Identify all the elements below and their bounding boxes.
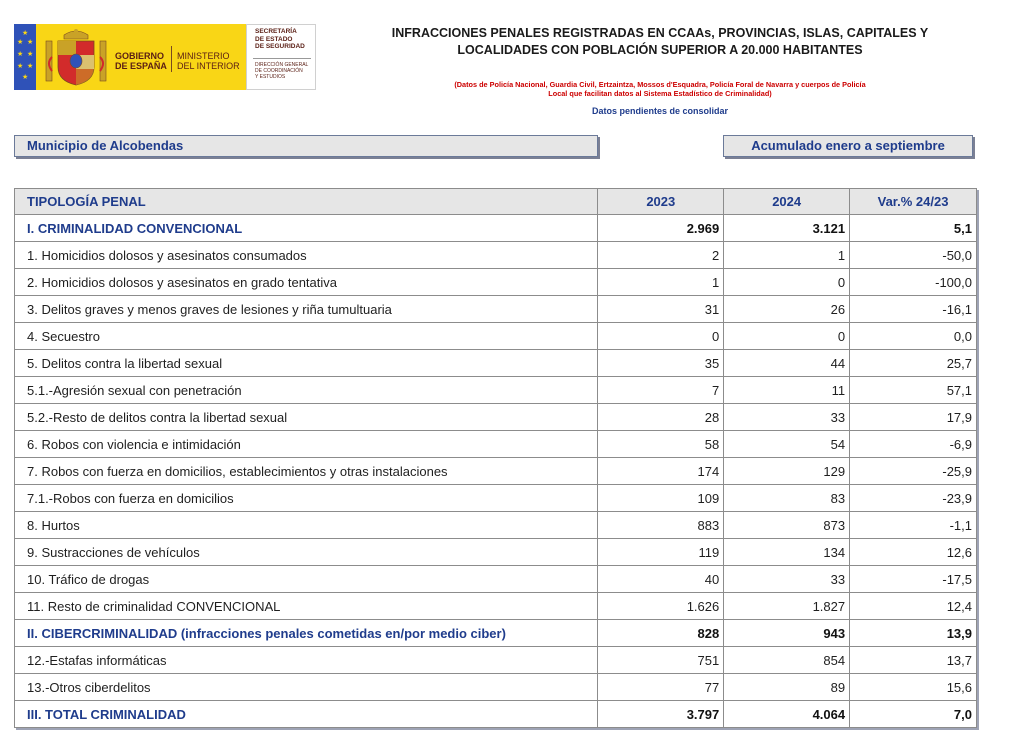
pending-note: Datos pendientes de consolidar [591, 106, 729, 116]
row-value-2023: 0 [598, 323, 724, 350]
table-row [15, 269, 977, 296]
table-row [15, 593, 977, 620]
report-title: INFRACCIONES PENALES REGISTRADAS EN CCAAs, PROVINCIAS, ISLAS, CAPITALES Y LOCALIDADES CON POBLACIÓN SUPERIOR A 20.000 HABITANTES [391, 26, 929, 57]
row-value-2023: 1 [598, 269, 724, 296]
row-value-2023: 828 [598, 620, 724, 647]
period-label: Acumulado enero a septiembre [723, 135, 973, 157]
table-row [15, 242, 977, 269]
row-variation: -17,5 [850, 566, 977, 593]
row-label: 7. Robos con fuerza en domicilios, establecimientos y otras instalaciones [15, 458, 598, 485]
table-row [15, 431, 977, 458]
row-label: 13.-Otros ciberdelitos [15, 674, 598, 701]
row-value-2024: 943 [724, 620, 850, 647]
row-variation: -16,1 [850, 296, 977, 323]
row-label: 3. Delitos graves y menos graves de lesiones y riña tumultuaria [15, 296, 598, 323]
table-row [15, 215, 977, 242]
table-row [15, 674, 977, 701]
eu-stars-icon: ★ ★ ★ ★ ★ ★ ★ ★ [14, 24, 36, 90]
municipality-label: Municipio de Alcobendas [14, 135, 598, 157]
table-row [15, 566, 977, 593]
row-value-2024: 26 [724, 296, 850, 323]
row-variation: -50,0 [850, 242, 977, 269]
row-value-2023: 119 [598, 539, 724, 566]
row-value-2024: 134 [724, 539, 850, 566]
table-row [15, 701, 977, 728]
row-label: 7.1.-Robos con fuerza en domicilios [15, 485, 598, 512]
row-variation: -100,0 [850, 269, 977, 296]
header-tipologia: TIPOLOGÍA PENAL [15, 189, 598, 215]
row-label: 5.2.-Resto de delitos contra la libertad sexual [15, 404, 598, 431]
row-variation: -6,9 [850, 431, 977, 458]
row-value-2023: 174 [598, 458, 724, 485]
row-value-2024: 83 [724, 485, 850, 512]
row-variation: 15,6 [850, 674, 977, 701]
row-value-2024: 1 [724, 242, 850, 269]
row-value-2023: 35 [598, 350, 724, 377]
table-header-row [15, 189, 977, 215]
row-value-2023: 77 [598, 674, 724, 701]
table-row [15, 323, 977, 350]
row-value-2023: 31 [598, 296, 724, 323]
row-label: 12.-Estafas informáticas [15, 647, 598, 674]
table-row [15, 404, 977, 431]
table-row [15, 512, 977, 539]
crime-table [14, 188, 977, 728]
row-value-2024: 11 [724, 377, 850, 404]
row-label: II. CIBERCRIMINALIDAD (infracciones penales cometidas en/por medio ciber) [15, 620, 598, 647]
header-2023: 2023 [598, 189, 724, 215]
row-label: 5.1.-Agresión sexual con penetración [15, 377, 598, 404]
row-value-2024: 33 [724, 566, 850, 593]
row-label: 11. Resto de criminalidad CONVENCIONAL [15, 593, 598, 620]
row-label: III. TOTAL CRIMINALIDAD [15, 701, 598, 728]
row-label: 4. Secuestro [15, 323, 598, 350]
row-variation: 17,9 [850, 404, 977, 431]
secretaria-block: SECRETARÍA DE ESTADO DE SEGURIDAD DIRECCIÓN GENERAL DE COORDINACIÓN Y ESTUDIOS [246, 24, 316, 90]
row-value-2023: 58 [598, 431, 724, 458]
row-label: 8. Hurtos [15, 512, 598, 539]
row-label: 9. Sustracciones de vehículos [15, 539, 598, 566]
table-row [15, 539, 977, 566]
row-value-2023: 40 [598, 566, 724, 593]
row-label: 1. Homicidios dolosos y asesinatos consumados [15, 242, 598, 269]
row-value-2024: 1.827 [724, 593, 850, 620]
row-value-2024: 33 [724, 404, 850, 431]
data-sources-note: (Datos de Policía Nacional, Guardia Civil, Ertzaintza, Mossos d'Esquadra, Policía Foral de Navarra y cuerpos de Policía Local que facilitan datos al Sistema Estadístico de Criminalidad) [454, 80, 866, 98]
row-value-2024: 4.064 [724, 701, 850, 728]
row-value-2023: 7 [598, 377, 724, 404]
row-variation: -1,1 [850, 512, 977, 539]
row-value-2024: 54 [724, 431, 850, 458]
row-label: I. CRIMINALIDAD CONVENCIONAL [15, 215, 598, 242]
gobierno-text: GOBIERNO DE ESPAÑA [115, 51, 167, 71]
table-row [15, 485, 977, 512]
table-row [15, 350, 977, 377]
row-variation: 57,1 [850, 377, 977, 404]
ministerio-text: MINISTERIO DEL INTERIOR [177, 51, 240, 71]
table-body [15, 215, 977, 728]
row-value-2023: 3.797 [598, 701, 724, 728]
row-value-2023: 1.626 [598, 593, 724, 620]
row-value-2023: 883 [598, 512, 724, 539]
table-row [15, 620, 977, 647]
row-label: 6. Robos con violencia e intimidación [15, 431, 598, 458]
header-variation: Var.% 24/23 [850, 189, 977, 215]
row-value-2023: 2 [598, 242, 724, 269]
row-variation: -25,9 [850, 458, 977, 485]
table-row [15, 458, 977, 485]
table-row [15, 377, 977, 404]
row-value-2024: 854 [724, 647, 850, 674]
row-value-2023: 28 [598, 404, 724, 431]
row-variation: 25,7 [850, 350, 977, 377]
table-row [15, 296, 977, 323]
row-value-2024: 44 [724, 350, 850, 377]
row-label: 5. Delitos contra la libertad sexual [15, 350, 598, 377]
row-variation: 5,1 [850, 215, 977, 242]
table-row [15, 647, 977, 674]
row-value-2024: 873 [724, 512, 850, 539]
row-label: 2. Homicidios dolosos y asesinatos en grado tentativa [15, 269, 598, 296]
row-variation: -23,9 [850, 485, 977, 512]
row-variation: 13,9 [850, 620, 977, 647]
row-variation: 12,6 [850, 539, 977, 566]
government-logo [14, 24, 316, 90]
row-value-2024: 3.121 [724, 215, 850, 242]
coat-of-arms-icon [42, 27, 110, 87]
row-value-2024: 129 [724, 458, 850, 485]
row-value-2024: 0 [724, 323, 850, 350]
row-label: 10. Tráfico de drogas [15, 566, 598, 593]
header-2024: 2024 [724, 189, 850, 215]
row-value-2024: 0 [724, 269, 850, 296]
row-value-2023: 2.969 [598, 215, 724, 242]
row-variation: 7,0 [850, 701, 977, 728]
row-value-2023: 109 [598, 485, 724, 512]
row-value-2023: 751 [598, 647, 724, 674]
row-variation: 0,0 [850, 323, 977, 350]
row-value-2024: 89 [724, 674, 850, 701]
row-variation: 12,4 [850, 593, 977, 620]
row-variation: 13,7 [850, 647, 977, 674]
